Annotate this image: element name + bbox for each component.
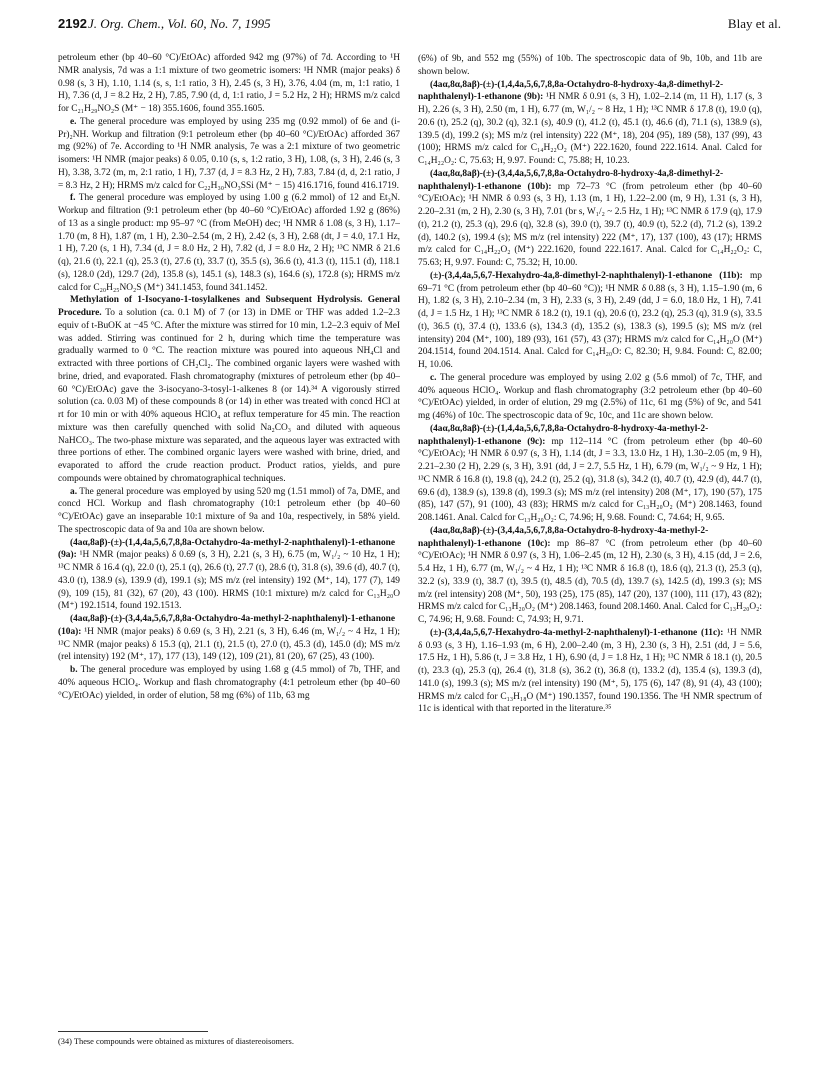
paragraph bbox=[58, 613, 400, 664]
paragraph bbox=[58, 192, 400, 294]
paragraph-text: The general procedure was employed by using 2.02 g (5.6 mmol) of 7c, THF, and 40% aqueous HClO₄. Workup and flash chromatography (3:2 petroleum ether (bp 40–60 °C)/EtOAc) yielded, in order of elution, 29 mg (2.5%) of 11c, 61 mg (5%) of 9c, and 541 mg (46%) of 10c. The spectroscopic data of 9c, 10c, and 11c are shown below. bbox=[418, 372, 762, 421]
paragraph-heading: f. bbox=[70, 193, 76, 204]
paragraph-text: The general procedure was employed by using 235 mg (0.92 mmol) of 6e and (i-Pr)₂NH. Workup and filtration (9:1 petroleum ether (bp 40–60 °C)/EtOAc) afforded 367 mg (92%) of 7e. According to ¹H NMR analysis, 7e was a 2:1 mixture of two geometric isomers: ¹H NMR (major peaks) δ 0.05, 0.10 (s, s, 1:2 ratio, 3 H), 1.08, (s, 3 H), 2.46 (s, 3 H), 3.38, 3.72 (m, m, 2:1 ratio, 1 H), 7.37 (d, J = 8.3 Hz, 2 H), 7.83, 7.84 (d, d, 2:1 ratio, J = 8.3 Hz, 2 H); HRMS m/z calcd for C₂₂H₃₀NO₃SSi (M⁺ − 15) 416.1716, found 416.1719. bbox=[58, 116, 400, 191]
paragraph-text: (6%) of 9b, and 552 mg (55%) of 10b. The spectroscopic data of 9b, 10b, and 11b are shown below. bbox=[418, 54, 762, 77]
paragraph-heading: b. bbox=[70, 665, 78, 675]
page-header bbox=[58, 16, 781, 36]
paragraph-text: petroleum ether (bp 40–60 °C)/EtOAc) afforded 942 mg (97%) of 7d. According to ¹H NMR analysis, 7d was a 1:1 mixture of two geometric isomers: ¹H NMR (major peaks) δ 0.98 (s, 3 H), 1.10, 1.14 (s, s, 1:1 ratio, 3 H), 2.45 (s, 3 H), 3.76, 4.04 (m, m, 1:1 ratio, 1 H), 7.36 (d, J = 8.2 Hz, 2 H), 7.85, 7.90 (d, d, 1:1 ratio, J = 5.2 Hz, 2 H); HRMS m/z calcd for C₂₁H₂₉NO₂S (M⁺ − 18) 355.1606, found 355.1605. bbox=[58, 53, 400, 114]
paragraph bbox=[58, 664, 400, 702]
paragraph-heading: (±)-(3,4,4a,5,6,7-Hexahydro-4a-methyl-2-naphthalenyl)-1-ethanone (11c): bbox=[430, 627, 724, 638]
paragraph-text: To a solution (ca. 0.1 M) of 7 (or 13) in DME or THF was added 1.2–2.3 equiv of t-BuOK at −45 °C. After the mixture was stirred for 10 min, 1.2–2.3 equiv of MeI was added. Stirring was continued for 2 h, during which time the temperature was gradually warmed to 0 °C. The reaction mixture was poured into aqueous NH₄Cl and extracted with three portions of CH₂Cl₂. The combined organic layers were washed with brine, dried, and evaporated. Flash chromatography (mixtures of petroleum ether (bp 40–60 °C)/EtOAc) gave the 3-isocyano-3-tosyl-1-alkenes 8 (or 14).³⁴ A vigorously stirred solution (ca. 0.03 M) of these compounds 8 (or 14) in ether was treated with concd HCl at rt for 10 min or with 40% aqueous HClO₄ at reflux temperature for 45 min. The reaction mixture was then carefully quenched with solid Na₂CO₃ and diluted with aqueous NaHCO₃. The two-phase mixture was separated, and the aqueous layer was extracted with three portions of ether. The combined organic layers were washed with brine, dried, and evaporated to afford the crude reaction product. Product ratios, yields, and pure compounds were obtained by chromatographical techniques. bbox=[58, 308, 400, 484]
paragraph bbox=[418, 525, 762, 627]
paragraph-heading: (4aα,8α,8aβ)-(±)-(1,4,4a,5,6,7,8,8a-Octahydro-8-hydroxy-4a,8-dimethyl-2-naphthalenyl)-1-ethanone (9b): bbox=[418, 79, 724, 103]
left-column bbox=[58, 52, 400, 702]
paragraph bbox=[58, 294, 400, 485]
page-number: 2192 bbox=[58, 16, 87, 31]
paragraph-text: The general procedure was employed by using 1.00 g (6.2 mmol) of 12 and Et₃N. Workup and filtration (9:1 petroleum ether (bp 40–60 °C)/EtOAc) afforded 1.92 g (86%) of 13 as a single product: mp 95–97 °C (from MeOH) dec; ¹H NMR δ 1.08 (s, 3 H), 1.17–1.70 (m, 8 H), 1.87 (m, 1 H), 2.30–2.54 (m, 2 H), 2.42 (s, 3 H), 2.68 (dt, J = 4.0, 17.1 Hz, 1 H), 7.20 (s, 1 H), 7.34 (d, J = 8.0 Hz, 2 H), 7.82 (d, J = 8.0 Hz, 2 H); ¹³C NMR δ 21.6 (q), 21.6 (t), 22.1 (q), 25.3 (t), 27.6 (t), 33.7 (t), 35.5 (s), 36.6 (t), 41.3 (t), 115.1 (d), 118.1 (s), 128.0 (2d), 129.7 (2d), 135.8 (s), 145.1 (s), 148.3 (s), 164.6 (s), 172.8 (s); HRMS m/z calcd for C₂₀H₂₅NO₂S (M⁺) 341.1453, found 341.1452. bbox=[58, 193, 400, 293]
paragraph-heading: c. bbox=[430, 372, 437, 383]
paragraph bbox=[58, 52, 400, 116]
paragraph-text: mp 72–73 °C (from petroleum ether (bp 40–60 °C)/EtOAc); ¹H NMR δ 0.93 (s, 3 H), 1.13 (m, 1 H), 1.22–2.00 (m, 9 H), 1.31 (s, 3 H), 2.20–2.31 (m, 2 H), 2.30 (s, 3 H), 7.01 (br s, W₁/₂ ~ 2.5 Hz, 1 H); ¹³C NMR δ 17.9 (q), 17.9 (t), 21.2 (t), 25.3 (q), 29.6 (q), 32.8 (s), 39.0 (t), 39.7 (t), 40.9 (t), 52.2 (d), 71.2 (s), 139.2 (d), 140.2 (s), 199.4 (s); MS m/z (rel intensity) 222 (M⁺, 17), 137 (100), 43 (17); HRMS m/z calcd for C₁₄H₂₂O₂ (M⁺) 222.1620, found 222.1617. Anal. Calcd for C₁₄H₂₂O₂: C, 75.63; H, 9.97. Found: C, 75.32; H, 10.00. bbox=[418, 181, 762, 268]
paragraph-heading: Methylation of 1-Isocyano-1-tosylalkenes and Subsequent Hydrolysis. General Procedure. bbox=[58, 295, 400, 318]
paragraph-heading: (4aα,8α,8aβ)-(±)-(1,4,4a,5,6,7,8,8a-Octahydro-8-hydroxy-4a-methyl-2-naphthalenyl)-1-ethanone (9c): bbox=[418, 423, 709, 447]
paragraph bbox=[418, 53, 762, 79]
paragraph-text: ¹H NMR δ 0.91 (s, 3 H), 1.02–2.14 (m, 11 H), 1.17 (s, 3 H), 2.26 (s, 3 H), 2.50 (m, 1 H), 6.77 (m, W₁/₂ ~ 8 Hz, 1 H); ¹³C NMR δ 17.8 (t), 19.0 (q), 20.6 (t), 25.2 (q), 30.2 (q), 32.1 (s), 40.9 (t), 41.2 (t), 45.1 (t), 46.6 (d), 71.1 (s), 138.9 (s), 139.5 (d), 199.2 (s); MS m/z (rel intensity) 222 (M⁺, 18), 204 (95), 189 (58), 137 (99), 43 (100); HRMS m/z calcd for C₁₄H₂₂O₂ (M⁺) 222.1620, found 222.1614. Anal. Calcd for C₁₄H₂₂O₂: C, 75.63; H, 9.97. Found: C, 75.88; H, 10.23. bbox=[418, 92, 763, 166]
paragraph-heading: e. bbox=[70, 116, 77, 127]
paragraph-heading: (±)-(3,4,4a,5,6,7-Hexahydro-4a,8-dimethyl-2-naphthalenyl)-1-ethanone (11b): bbox=[430, 270, 743, 281]
paragraph-text: The general procedure was employed by using 1.68 g (4.5 mmol) of 7b, THF, and 40% aqueous HClO₄. Workup and flash chromatography (4:1 petroleum ether (bp 40–60 °C)/EtOAc) yielded, in order of elution, 58 mg (6%) of 11b, 63 mg bbox=[58, 665, 400, 701]
running-authors: Blay et al. bbox=[727, 16, 781, 31]
paragraph-heading: (4aα,8α,8aβ)-(±)-(3,4,4a,5,6,7,8,8a-Octahydro-8-hydroxy-4a-methyl-2-naphthalenyl)-1-ethanone (10c): bbox=[418, 525, 709, 549]
paragraph bbox=[418, 168, 762, 270]
paragraph bbox=[58, 486, 400, 537]
paragraph bbox=[418, 270, 762, 372]
paragraph bbox=[418, 372, 762, 423]
paragraph-heading: a. bbox=[70, 486, 78, 497]
paragraph-text: ¹H NMR δ 0.93 (s, 3 H), 1.16–1.93 (m, 6 H), 2.00–2.40 (m, 3 H), 2.30 (s, 3 H), 2.51 (dd, J = 5.6, 17.5 Hz, 1 H), 5.86 (t, J = 3.8 Hz, 1 H), 6.90 (d, J = 1.8 Hz, 1 H); ¹³C NMR δ 18.1 (t), 20.5 (t), 23.3 (q), 25.3 (q), 26.4 (t), 31.8 (s), 36.2 (t), 36.8 (t), 133.2 (d), 135.4 (s), 139.3 (d), 141.0 (s), 199.3 (s); MS m/z (rel intensity) 190 (M⁺, 5), 175 (6), 147 (8), 91 (4), 43 (100); HRMS m/z calcd for C₁₃H₁₈O (M⁺) 190.1357, found 190.1356. The ¹H NMR spectrum of 11c is identical with that reported in the literature.³⁵ bbox=[418, 627, 762, 715]
footnote-rule bbox=[58, 1031, 208, 1032]
paragraph-text: mp 69–71 °C (from petroleum ether (bp 40–60 °C)); ¹H NMR δ 0.88 (s, 3 H), 1.15–1.90 (m, 6 H), 1.82 (s, 3 H), 2.10–2.34 (m, 3 H), 2.33 (s, 3 H), 2.49 (dd, J = 6.0, 18.0 Hz, 1 H), 7.41 (d, J = 1.5 Hz, 1 H); ¹³C NMR δ 18.2 (t), 19.1 (q), 20.6 (t), 23.2 (q), 25.3 (q), 31.9 (s), 33.5 (t), 36.5 (t), 37.4 (t), 133.6 (s), 134.3 (d), 135.2 (s), 138.3 (s), 199.5 (s); MS m/z (rel intensity) 204 (M⁺, 100), 189 (93), 161 (57), 43 (37); HRMS m/z calcd for C₁₄H₂₀O (M⁺) 204.1514, found 204.1514. Anal. Calcd for C₁₄H₂₀O: C, 82.30; H, 9.84. Found: C, 82.00; H, 10.06. bbox=[418, 270, 762, 370]
paragraph-heading: (4aα,8aβ)-(±)-(3,4,4a,5,6,7,8,8a-Octahydro-4a-methyl-2-naphthalenyl)-1-ethanone (10a): bbox=[58, 614, 396, 637]
paragraph-text: ¹H NMR (major peaks) δ 0.69 (s, 3 H), 2.21 (s, 3 H), 6.46 (m, W₁/₂ ~ 4 Hz, 1 H); ¹³C NMR (major peaks) δ 15.3 (q), 21.1 (t), 21.5 (t), 27.0 (t), 45.3 (d), 145.0 (d); MS m/z (rel intensity) 192 (M⁺, 17), 177 (13), 149 (12), 109 (21), 81 (20), 67 (25), 43 (100). bbox=[58, 626, 400, 663]
paragraph-text: ¹H NMR (major peaks) δ 0.69 (s, 3 H), 2.21 (s, 3 H), 6.75 (m, W₁/₂ ~ 10 Hz, 1 H); ¹³C NMR δ 16.4 (q), 22.0 (t), 25.1 (q), 26.6 (t), 27.7 (t), 28.6 (t), 31.8 (s), 39.6 (d), 40.7 (t), 43.0 (t), 138.9 (s), 139.9 (d), 199.1 (s); MS m/z (rel intensity) 192 (M⁺, 14), 177 (7), 149 (9), 109 (15), 81 (32), 67 (20), 43 (100). HRMS (10:1 mixture) m/z calcd for C₁₃H₂₀O (M⁺) 192.1514, found 192.1513. bbox=[58, 550, 400, 612]
paragraph-text: The general procedure was employed by using 520 mg (1.51 mmol) of 7a, DME, and concd HCl. Workup and flash chromatography (10:1 petroleum ether (bp 40–60 °C)/EtOAc) gave an inseparable 10:1 mixture of 9a and 10a, respectively, in 58% yield. The spectroscopic data of 9a and 10a are shown below. bbox=[58, 486, 400, 535]
right-column bbox=[418, 53, 762, 716]
paragraph bbox=[418, 627, 762, 716]
footnote: (34) These compounds were obtained as mixtures of diastereoisomers. bbox=[58, 1037, 294, 1046]
paragraph-text: mp 86–87 °C (from petroleum ether (bp 40–60 °C)/EtOAc); ¹H NMR δ 0.97 (s, 3 H), 1.06–2.45 (m, 12 H), 2.30 (s, 3 H), 4.15 (dd, J = 2.6, 5.4 Hz, 1 H), 6.77 (m, W₁/₂ ~ 4 Hz, 1 H); ¹³C NMR δ 16.8 (t), 18.6 (q), 21.3 (t), 25.3 (q), 32.2 (s), 33.9 (t), 38.7 (t), 39.5 (t), 48.5 (d), 70.5 (d), 139.7 (s), 142.5 (d), 199.3 (s); MS m/z (rel intensity) 208 (M⁺, 50), 193 (25), 175 (85), 147 (20), 137 (100), 111 (17), 43 (82); HRMS m/z calcd for C₁₃H₂₀O₂ (M⁺) 208.1463, found 208.1460. Anal. Calcd for C₁₃H₂₀O₂: C, 74.96; H, 9.68. Found: C, 74.93; H, 9.71. bbox=[418, 538, 762, 625]
paragraph bbox=[418, 79, 762, 168]
paragraph-heading: (4aα,8α,8aβ)-(±)-(3,4,4a,5,6,7,8,8a-Octahydro-8-hydroxy-4a,8-dimethyl-2-naphthalenyl)-1-ethanone (10b): bbox=[418, 168, 724, 192]
journal-citation: J. Org. Chem., Vol. 60, No. 7, 1995 bbox=[88, 16, 271, 31]
paragraph-text: mp 112–114 °C (from petroleum ether (bp 40–60 °C)/EtOAc); ¹H NMR δ 0.97 (s, 3 H), 1.14 (dt, J = 3.3, 13.0 Hz, 1 H), 1.30–2.05 (m, 9 H), 2.21–2.30 (2 H), 2.29 (s, 3 H), 3.91 (dd, J = 2.7, 5.5 Hz, 1 H), 6.79 (m, W₁/₂ ~ 9 Hz, 1 H); ¹³C NMR δ 16.8 (t), 19.8 (q), 24.2 (t), 25.2 (q), 31.8 (s), 34.2 (t), 40.7 (t), 42.9 (d), 44.7 (t), 69.6 (d), 138.9 (s), 139.8 (d), 199.3 (s); MS m/z (rel intensity) 208 (M⁺, 17), 190 (57), 175 (85), 147 (57), 91 (100), 43 (83); HRMS m/z calcd for C₁₃H₂₀O₂ (M⁺) 208.1463, found 208.1461. Anal. Calcd for C₁₃H₂₀O₂: C, 74.96; H, 9.68. Found: C, 74.64; H, 9.65. bbox=[418, 436, 763, 523]
paragraph bbox=[58, 116, 400, 193]
paragraph bbox=[58, 537, 400, 614]
paragraph-heading: (4aα,8aβ)-(±)-(1,4,4a,5,6,7,8,8a-Octahydro-4a-methyl-2-naphthalenyl)-1-ethanone (9a): bbox=[58, 537, 396, 561]
paragraph bbox=[418, 423, 762, 525]
